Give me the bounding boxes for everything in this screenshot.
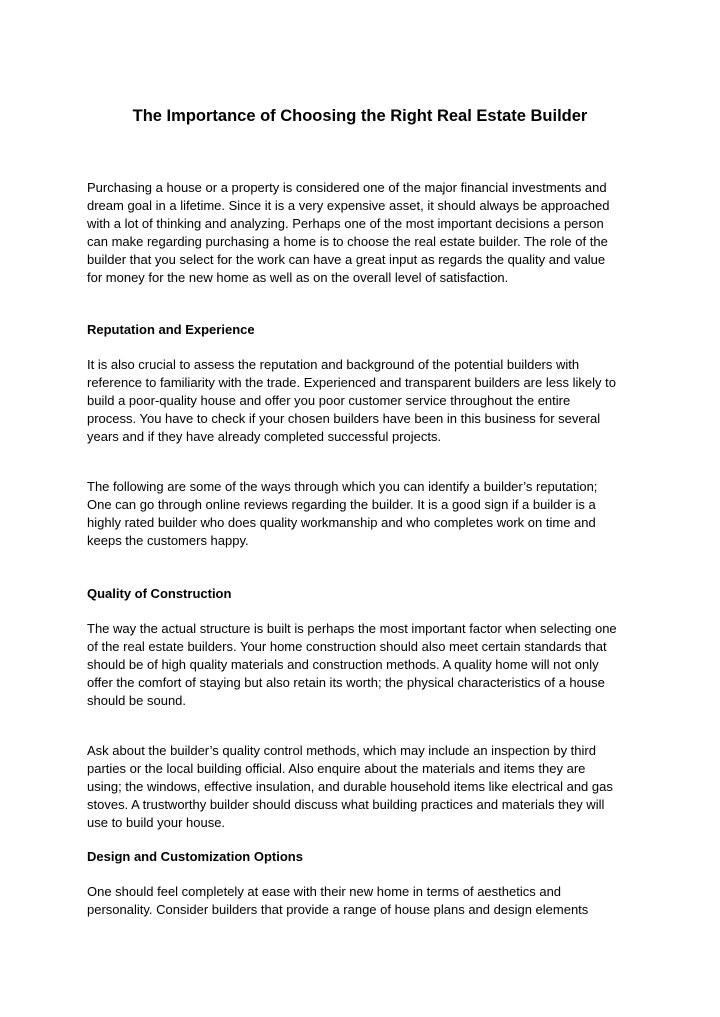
reputation-paragraph-1: It is also crucial to assess the reputation and background of the potential builders with reference to familiarity with the trade. Experienced and transparent builders are less likely to build a poor-quality house and offer you poor customer service throughout the entire process. You have to check if your chosen builders have been in this business for several years and if they have already completed successful projects.	[87, 357, 616, 445]
document-title: The Importance of Choosing the Right Real Estate Builder	[132, 107, 588, 125]
reputation-paragraph-2: The following are some of the ways through which you can identify a builder’s reputation; One can go through online reviews regarding the builder. It is a good sign if a builder is a highly rated builder who does quality workmanship and who completes work on time and keeps the customers happy.	[87, 479, 598, 549]
design-paragraph-1: One should feel completely at ease with their new home in terms of aesthetics and personality. Consider builders that provide a range of house plans and design elements	[87, 884, 589, 918]
quality-paragraph-2: Ask about the builder’s quality control methods, which may include an inspection by third parties or the local building official. Also enquire about the materials and items they are using; the windows, effective insulation, and durable household items like electrical and gas stoves. A trustworthy builder should discuss what building practices and materials they will use to build your house.	[87, 743, 613, 831]
quality-paragraph-1: The way the actual structure is built is perhaps the most important factor when selecting one of the real estate builders. Your home construction should also meet certain standards that should be of high quality materials and construction methods. A quality home will not only offer the comfort of staying but also retain its worth; the physical characteristics of a house should be sound.	[87, 621, 617, 709]
intro-paragraph: Purchasing a house or a property is considered one of the major financial investments and dream goal in a lifetime. Since it is a very expensive asset, it should always be approached with a lot of thinking and analyzing. Perhaps one of the most important decisions a person can make regarding purchasing a home is to choose the real estate builder. The role of the builder that you select for the work can have a great input as regards the quality and value for money for the new home as well as on the overall level of satisfaction.	[87, 180, 610, 286]
section-heading-quality: Quality of Construction	[87, 586, 232, 601]
section-heading-design: Design and Customization Options	[87, 849, 303, 864]
section-heading-reputation: Reputation and Experience	[87, 322, 255, 337]
